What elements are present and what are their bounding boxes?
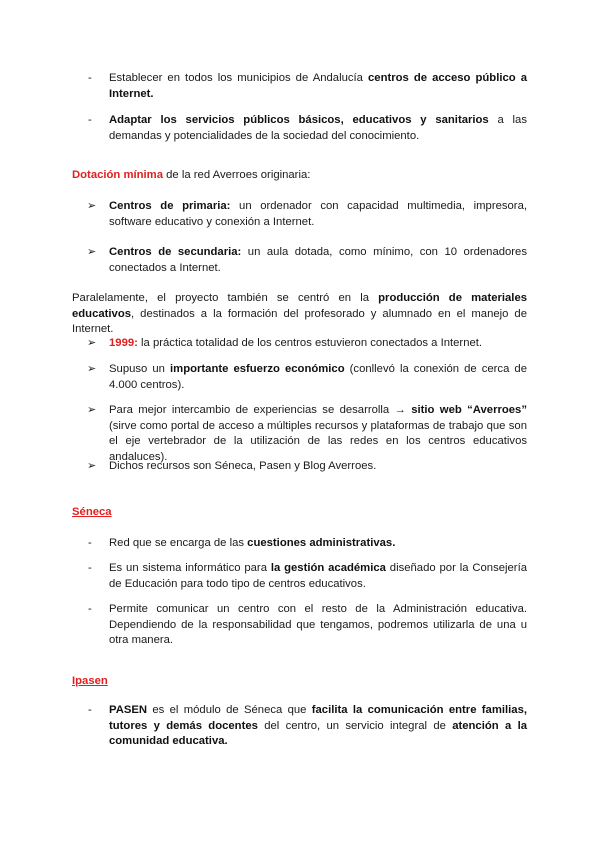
dash-marker: - (88, 704, 92, 716)
dotacion-label: Dotación mínima (72, 169, 164, 181)
dash-marker: - (88, 603, 92, 615)
dash-marker: - (88, 537, 92, 549)
dash-marker: - (88, 562, 92, 574)
dotacion-intro: Dotación mínima de la red Averroes originaria: (72, 169, 311, 181)
arrow-bullet-icon: ➢ (87, 404, 97, 416)
arrow-bullet-icon: ➢ (87, 363, 97, 375)
list-item-text: Para mejor intercambio de experiencias se desarrolla → sitio web “Averroes” (sirve como portal de acceso a múltiples recursos y plataformas de trabajo que son el eje vertebrador de la utilización de las redes en los centros educativos andaluces). (109, 404, 527, 463)
list-item-text: Centros de primaria: un ordenador con capacidad multimedia, impresora, software educativo y conexión a Internet. (109, 200, 527, 228)
list-item-text: Dichos recursos son Séneca, Pasen y Blog Averroes. (109, 460, 377, 472)
list-item-text: PASEN es el módulo de Séneca que facilita la comunicación entre familias, tutores y demás docentes del centro, un servicio integral de atención a la comunidad educativa. (109, 704, 527, 747)
arrow-bullet-icon: ➢ (87, 337, 97, 349)
list-item-text: Es un sistema informático para la gestión académica diseñado por la Consejería de Educación para todo tipo de centros educativos. (109, 562, 527, 590)
arrow-bullet-icon: ➢ (87, 200, 97, 212)
arrow-bullet-icon: ➢ (87, 246, 97, 258)
ipasen-heading: Ipasen (72, 675, 108, 687)
list-item-text: 1999: la práctica totalidad de los centros estuvieron conectados a Internet. (109, 337, 483, 349)
list-item-text: Supuso un importante esfuerzo económico (conllevó la conexión de cerca de 4.000 centros). (109, 363, 527, 391)
list-item-text: Red que se encarga de las cuestiones administrativas. (109, 537, 396, 549)
dash-marker: - (88, 114, 92, 126)
list-item-text: Permite comunicar un centro con el resto de la Administración educativa. Dependiendo de la responsabilidad que tengamos, podremos utilizarla de una u otra manera. (109, 603, 527, 646)
list-item-text: Establecer en todos los municipios de Andalucía centros de acceso público a Internet. (109, 72, 527, 100)
list-item-text: Adaptar los servicios públicos básicos, educativos y sanitarios a las demandas y potencialidades de la sociedad del conocimiento. (109, 114, 527, 142)
dash-marker: - (88, 72, 92, 84)
seneca-heading: Séneca (72, 506, 112, 518)
list-item-text: Centros de secundaria: un aula dotada, como mínimo, con 10 ordenadores conectados a Internet. (109, 246, 527, 274)
arrow-bullet-icon: ➢ (87, 460, 97, 472)
paralelamente-paragraph: Paralelamente, el proyecto también se centró en la producción de materiales educativos, destinados a la formación del profesorado y alumnado en el manejo de Internet. (72, 292, 528, 335)
